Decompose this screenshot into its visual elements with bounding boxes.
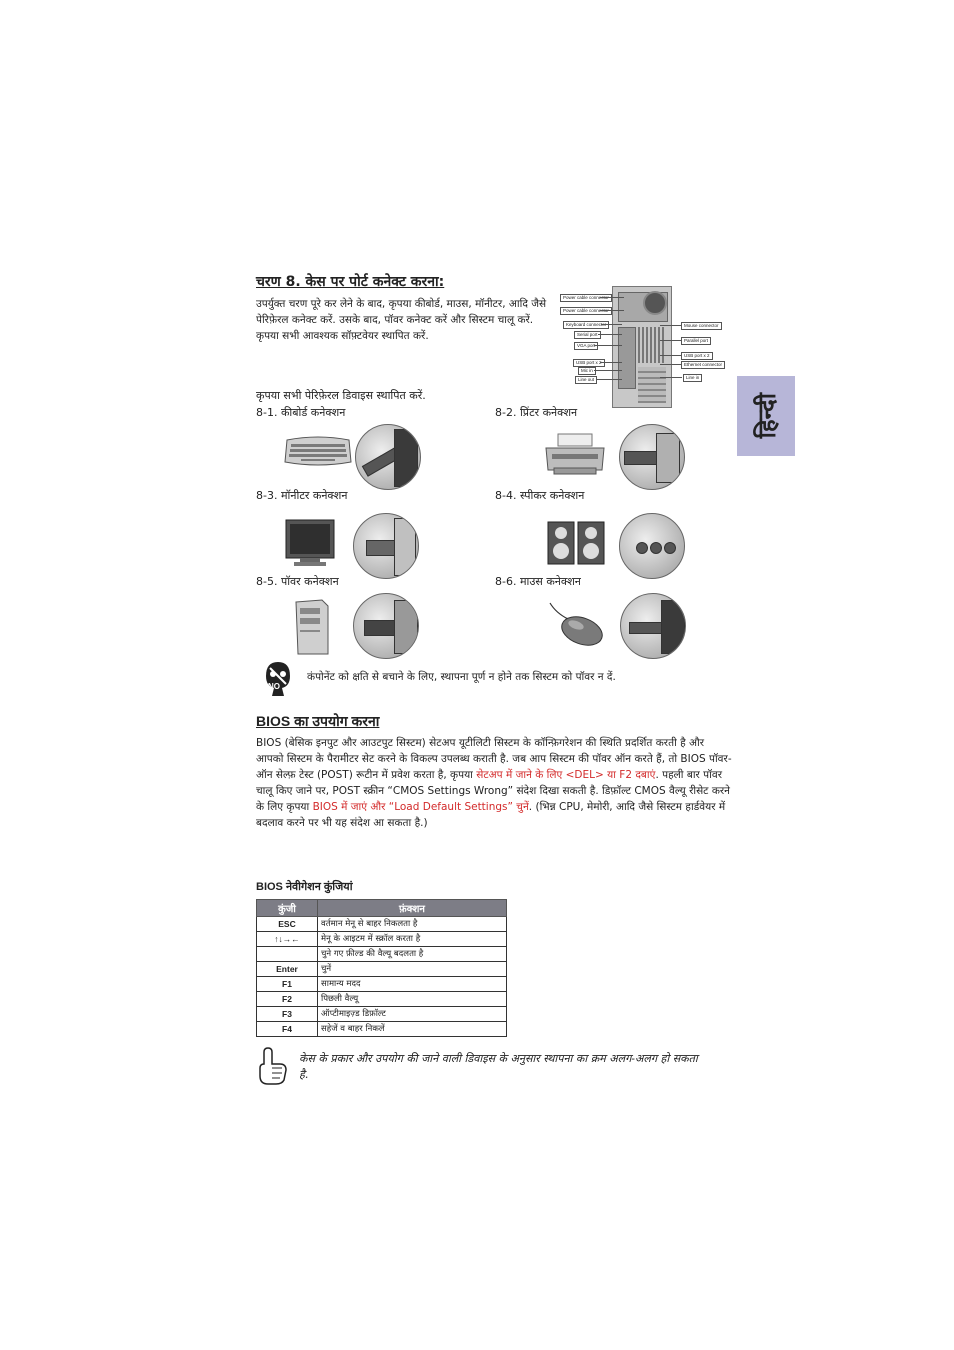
function-cell: चुने गए फ़ील्ड की वैल्यू बदलता है <box>318 947 507 962</box>
leader-line <box>600 297 624 298</box>
install-order-note: केस के प्रकार और उपयोग की जाने वाली डिवाइस के अनुसार स्थापना का क्रम अलग-अलग हो सकता है. <box>299 1052 698 1081</box>
speaker-port-closeup <box>619 513 685 579</box>
caption-monitor: 8-3. मॉनीटर कनेक्शन <box>256 489 348 502</box>
diagram-label: Keyboard connector <box>563 321 609 329</box>
vents-illustration <box>638 327 666 363</box>
leader-line <box>600 362 622 363</box>
diagram-label: VGA port <box>574 342 598 350</box>
bios-heading: BIOS का उपयोग करना <box>256 713 380 729</box>
diagram-label: Mouse connector <box>681 322 722 330</box>
leader-line <box>596 379 622 380</box>
monitor-image <box>284 518 336 568</box>
power-port-closeup <box>353 593 419 659</box>
mouse-image <box>546 601 604 647</box>
leader-line <box>600 310 624 311</box>
pointing-hand-icon <box>256 1046 288 1086</box>
mouse-port-closeup <box>620 593 686 659</box>
bios-text-part: BIOS (बेसिक इनपुट और आउटपुट सिस्टम) सेटअप यूटीलिटी सिस्टम के कॉन्फ़िगरेशन की स्थिति प्रदर्शित करती है और आपको सिस्टम के पैरामीटर सेट करने के विकल्प उपलब्ध कराती है. जब आप सिस्टम की पॉवर ऑन करते हैं, तो BIOS पॉवर-ऑन सेल्फ़ टेस्ट (POST) रूटीन में प्रवेश करता है, कृपया <box>256 737 732 781</box>
language-tab-label: हिन्दी <box>752 393 781 439</box>
language-tab <box>737 376 795 456</box>
caption-printer: 8-2. प्रिंटर कनेक्शन <box>495 406 578 419</box>
bios-load-default-highlight: BIOS में जाएं और “Load Default Settings” चुनें <box>312 801 529 813</box>
table-row <box>257 1007 507 1022</box>
monitor-port-closeup <box>353 513 419 579</box>
rear-panel-diagram <box>560 286 723 410</box>
leader-line <box>660 325 682 326</box>
table-header-key: कुंजी <box>257 900 318 917</box>
key-cell: F3 <box>257 1007 318 1022</box>
key-cell: F1 <box>257 977 318 992</box>
expansion-slots-illustration <box>638 367 666 403</box>
bios-paragraph <box>256 735 732 831</box>
bios-nav-table <box>256 899 507 1037</box>
table-row <box>257 962 507 977</box>
table-row <box>257 977 507 992</box>
diagram-label: Line out <box>575 376 597 384</box>
function-cell: ऑप्टीमाइज़्ड डिफ़ॉल्ट <box>318 1007 507 1022</box>
table-header-function: फ़ंक्शन <box>318 900 507 917</box>
bios-text-part: . पहली बार पॉवर चालू किए जाने पर, POST स्क्रीन “CMOS Settings Wrong” संदेश दिखा सकती है. डिफ़ॉल्ट CMOS वैल्यू रीसेट करने के लिए कृपया <box>256 769 731 813</box>
key-cell: F2 <box>257 992 318 1007</box>
keyboard-image <box>283 434 353 470</box>
diagram-label: Parallel port <box>681 337 711 345</box>
table-row <box>257 947 507 962</box>
pc-case-image <box>292 598 332 656</box>
key-cell <box>257 947 318 962</box>
caption-speakers: 8-4. स्पीकर कनेक्शन <box>495 489 585 502</box>
speakers-image <box>547 521 605 565</box>
diagram-label: Power cable connector <box>560 294 612 302</box>
bios-nav-heading: BIOS नेवीगेशन कुंजियां <box>256 881 353 893</box>
key-cell: ESC <box>257 917 318 932</box>
bios-setup-key-highlight: सेटअप में जाने के लिए <DEL> या F2 दबाएं <box>476 769 656 781</box>
keyboard-port-closeup <box>355 424 421 490</box>
leader-line <box>601 324 622 325</box>
function-cell: मेनू के आइटम में स्क्रॉल करता है <box>318 932 507 947</box>
diagram-label: Ethernet connector <box>681 361 725 369</box>
leader-line <box>660 377 682 378</box>
leader-line <box>660 340 682 341</box>
diagram-label: Serial port <box>574 331 601 339</box>
caption-keyboard: 8-1. कीबोर्ड कनेक्शन <box>256 406 346 419</box>
intro-paragraph: उपर्युक्त चरण पूरे कर लेने के बाद, कृपया कीबोर्ड, माउस, मॉनीटर, आदि जैसे पेरिफ़ेरल कनेक्ट करें. उसके बाद, पॉवर कनेक्ट करें और सिस्टम चालू करें. कृपया सभी आवश्यक सॉफ़्टवेयर स्थापित करें. <box>256 298 547 342</box>
printer-image <box>544 432 606 476</box>
table-row <box>257 917 507 932</box>
install-peripherals-text: कृपया सभी पेरिफ़ेरल डिवाइस स्थापित करें. <box>256 389 426 402</box>
diagram-label: USB port x 2 <box>681 352 713 360</box>
case-rear-illustration <box>612 286 672 408</box>
power-warning-text: कंपोनेंट को क्षति से बचाने के लिए, स्थापना पूर्ण न होने तक सिस्टम को पॉवर न दें. <box>307 671 616 683</box>
leader-line <box>594 370 622 371</box>
caption-mouse: 8-6. माउस कनेक्शन <box>495 575 581 588</box>
function-cell: पिछली वैल्यू <box>318 992 507 1007</box>
fan-icon <box>643 291 667 315</box>
function-cell: सामान्य मदद <box>318 977 507 992</box>
leader-line <box>660 355 682 356</box>
diagram-label: Power cable connector <box>560 307 612 315</box>
key-cell: F4 <box>257 1022 318 1037</box>
function-cell: चुनें <box>318 962 507 977</box>
function-cell: सहेजें व बाहर निकलें <box>318 1022 507 1037</box>
step-heading: चरण 8. केस पर पोर्ट कनेक्ट करना: <box>256 274 445 290</box>
key-cell: ↑↓→← <box>257 932 318 947</box>
table-row <box>257 932 507 947</box>
diagram-label: Line in <box>683 374 702 382</box>
table-row <box>257 1022 507 1037</box>
leader-line <box>660 364 682 365</box>
caption-power: 8-5. पॉवर कनेक्शन <box>256 575 339 588</box>
no-warning-icon <box>262 660 294 698</box>
diagram-label: USB port x 2 <box>573 359 605 367</box>
no-badge: NO <box>268 682 280 691</box>
leader-line <box>594 345 622 346</box>
function-cell: वर्तमान मेनू से बाहर निकलता है <box>318 917 507 932</box>
key-cell: Enter <box>257 962 318 977</box>
printer-port-closeup <box>619 424 685 490</box>
table-row <box>257 992 507 1007</box>
io-panel-illustration <box>618 327 636 389</box>
bios-text-part: . (भिन्न CPU, मेमोरी, आदि जैसे सिस्टम हार्डवेयर में बदलाव करने पर भी यह संदेश आ सकता है.) <box>256 801 726 829</box>
diagram-label: Mic in <box>578 367 596 375</box>
leader-line <box>598 334 622 335</box>
